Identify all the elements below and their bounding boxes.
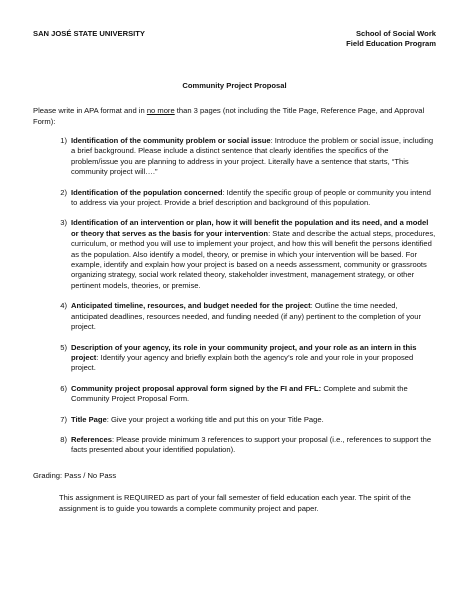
closing-paragraph: This assignment is REQUIRED as part of your fall semester of field education each year. The spirit of the assignment is to guide you towards a complete community project and paper.: [59, 493, 411, 513]
list-item-heading: Identification of the population concerned: [71, 187, 223, 197]
list-item: [55, 384, 436, 405]
list-item: [55, 415, 436, 425]
list-item-heading: Title Page: [71, 414, 107, 424]
list-item: [55, 301, 436, 332]
list-item-text: : Introduce the problem or social issue, including a brief background. Please include a distinct sentence that clearly identifies the specifics of the problem/issue you are planning to address in your project. Literally have a sentence that starts, “This community project will….”: [71, 136, 434, 177]
intro-paragraph: [33, 106, 436, 127]
document-title: Community Project Proposal: [182, 81, 287, 90]
list-item: [55, 435, 436, 456]
list-item-number: 1): [60, 136, 67, 145]
list-item-number: 6): [60, 383, 67, 393]
school-name: School of Social Work: [355, 29, 436, 38]
department-block: [346, 29, 436, 49]
list-item-body: [71, 343, 436, 374]
list-item-body: [71, 188, 436, 209]
requirements-list: [33, 136, 436, 456]
university-name: SAN JOSÉ STATE UNIVERSITY: [33, 29, 145, 38]
list-item-heading: Identification of an intervention or plan, how it will benefit the population and its need, and a model or theory that serves as the basis for your intervention: [71, 218, 429, 238]
list-item-body: [71, 384, 436, 405]
list-item-number: 4): [60, 301, 67, 311]
list-item-body: [71, 136, 436, 178]
list-item-text: : Give your project a working title and put this on your Title Page.: [106, 414, 324, 424]
intro-text-after: than 3 pages (not including the Title Page, Reference Page, and Approval Form):: [33, 106, 425, 126]
list-item-text: : Identify the specific group of people or community you intend to address via your project. Provide a brief description and background of this population.: [71, 187, 431, 208]
list-item-body: [71, 218, 436, 291]
list-item-text: Complete and submit the Community Project Proposal Form.: [71, 383, 408, 404]
list-item-text: : Outline the time needed, anticipated deadlines, resources needed, and funding needed (if any) pertinent to the completion of your project.: [71, 301, 421, 332]
list-item: [55, 218, 436, 291]
list-item-body: [71, 301, 436, 332]
list-item-heading: Community project proposal approval form signed by the FI and FFL:: [71, 383, 322, 393]
intro-underlined-text: no more: [146, 106, 175, 115]
list-item-heading: References: [71, 434, 112, 444]
program-name: Field Education Program: [346, 39, 436, 48]
list-item-heading: Identification of the community problem or social issue: [71, 136, 271, 145]
list-item-heading: Description of your agency, its role in your community project, and your role as an intern in this project: [71, 342, 417, 362]
list-item-number: 2): [60, 187, 67, 197]
list-item-number: 5): [60, 342, 67, 352]
list-item: [55, 188, 436, 209]
list-item-body: [71, 435, 436, 456]
list-item-text: : State and describe the actual steps, procedures, curriculum, or method you will use to implement your project, and how this will benefit the persons identified as the population. Also identify a model, theory, or premise in which your intervention will be based. For example, identify and explain how your project is based on a needs assessment, community or grassroots organizing strategy, social work related theory, stakeholder investment, management strategy, or other pertinent models, theories, or premise.: [71, 228, 436, 290]
list-item-number: 7): [60, 414, 67, 424]
list-item-number: 8): [60, 434, 67, 444]
list-item-body: [71, 415, 436, 425]
list-item-text: : Identify your agency and briefly explain both the agency’s role and your role in your proposed project.: [71, 352, 414, 373]
list-item-heading: Anticipated timeline, resources, and budget needed for the project: [71, 301, 311, 311]
list-item: [55, 343, 436, 374]
document-header: [33, 29, 436, 49]
list-item-text: : Please provide minimum 3 references to support your proposal (i.e., references to support the facts presented about your identified population).: [71, 434, 432, 455]
list-item: [55, 136, 436, 178]
intro-text-before: Please write in APA format and in: [33, 106, 147, 115]
list-item-number: 3): [60, 218, 67, 228]
grading-line: Grading: Pass / No Pass: [33, 470, 117, 480]
